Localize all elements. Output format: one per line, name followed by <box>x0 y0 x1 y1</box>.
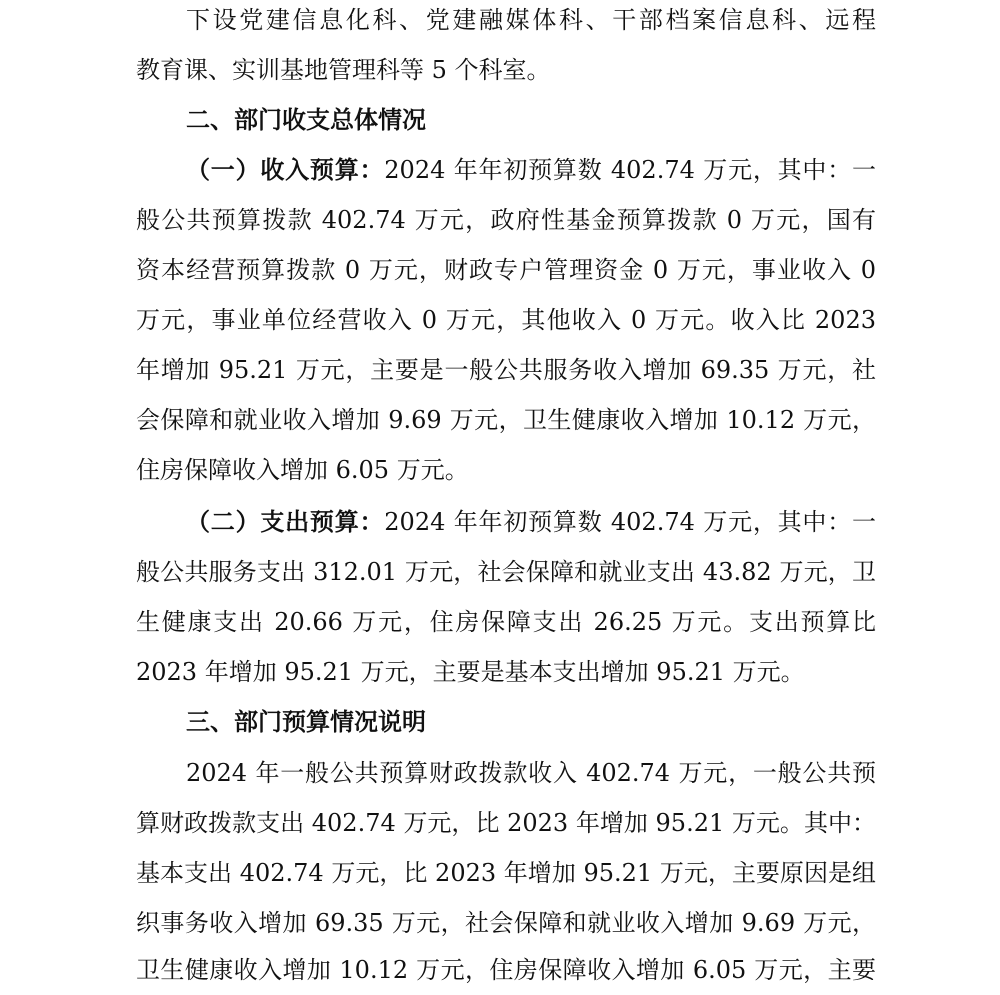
income-paragraph-line-2: 般公共预算拨款 402.74 万元，政府性基金预算拨款 0 万元，国有 <box>136 206 876 234</box>
intro-line-2: 教育课、实训基地管理科等 5 个科室。 <box>136 56 551 84</box>
income-paragraph-line-1 <box>186 145 876 195</box>
expense-line-1-text: 2024 年年初预算数 402.74 万元，其中：一 <box>384 508 876 536</box>
income-paragraph-line-6: 会保障和就业收入增加 9.69 万元，卫生健康收入增加 10.12 万元， <box>136 406 876 434</box>
section-3-heading: 三、部门预算情况说明 <box>186 708 426 736</box>
budget-paragraph-line-2: 算财政拨款支出 402.74 万元，比 2023 年增加 95.21 万元。其中： <box>136 809 876 837</box>
income-line-1-text: 2024 年年初预算数 402.74 万元，其中：一 <box>384 156 876 184</box>
expense-paragraph-line-4: 2023 年增加 95.21 万元，主要是基本支出增加 95.21 万元。 <box>136 658 805 686</box>
income-paragraph-line-4: 万元，事业单位经营收入 0 万元，其他收入 0 万元。收入比 2023 <box>136 306 876 334</box>
budget-paragraph-line-5: 卫生健康收入增加 10.12 万元，住房保障收入增加 6.05 万元，主要 <box>136 956 876 984</box>
income-paragraph-line-5: 年增加 95.21 万元，主要是一般公共服务收入增加 69.35 万元，社 <box>136 356 876 384</box>
expense-paragraph-line-2: 般公共服务支出 312.01 万元，社会保障和就业支出 43.82 万元，卫 <box>136 558 876 586</box>
budget-paragraph-line-4: 织事务收入增加 69.35 万元，社会保障和就业收入增加 9.69 万元， <box>136 909 876 937</box>
income-paragraph-line-7: 住房保障收入增加 6.05 万元。 <box>136 456 469 484</box>
section-2-heading: 二、部门收支总体情况 <box>186 106 426 134</box>
intro-line-1: 下设党建信息化科、党建融媒体科、干部档案信息科、远程 <box>186 6 876 34</box>
expense-paragraph-line-3: 生健康支出 20.66 万元，住房保障支出 26.25 万元。支出预算比 <box>136 608 876 636</box>
budget-paragraph-line-3: 基本支出 402.74 万元，比 2023 年增加 95.21 万元，主要原因是组 <box>136 859 876 887</box>
budget-paragraph-line-1: 2024 年一般公共预算财政拨款收入 402.74 万元，一般公共预 <box>186 759 876 787</box>
expense-label: （二）支出预算： <box>186 508 385 536</box>
income-label: （一）收入预算： <box>186 156 385 184</box>
income-paragraph-line-3: 资本经营预算拨款 0 万元，财政专户管理资金 0 万元，事业收入 0 <box>136 256 876 284</box>
expense-paragraph-line-1 <box>186 497 876 547</box>
